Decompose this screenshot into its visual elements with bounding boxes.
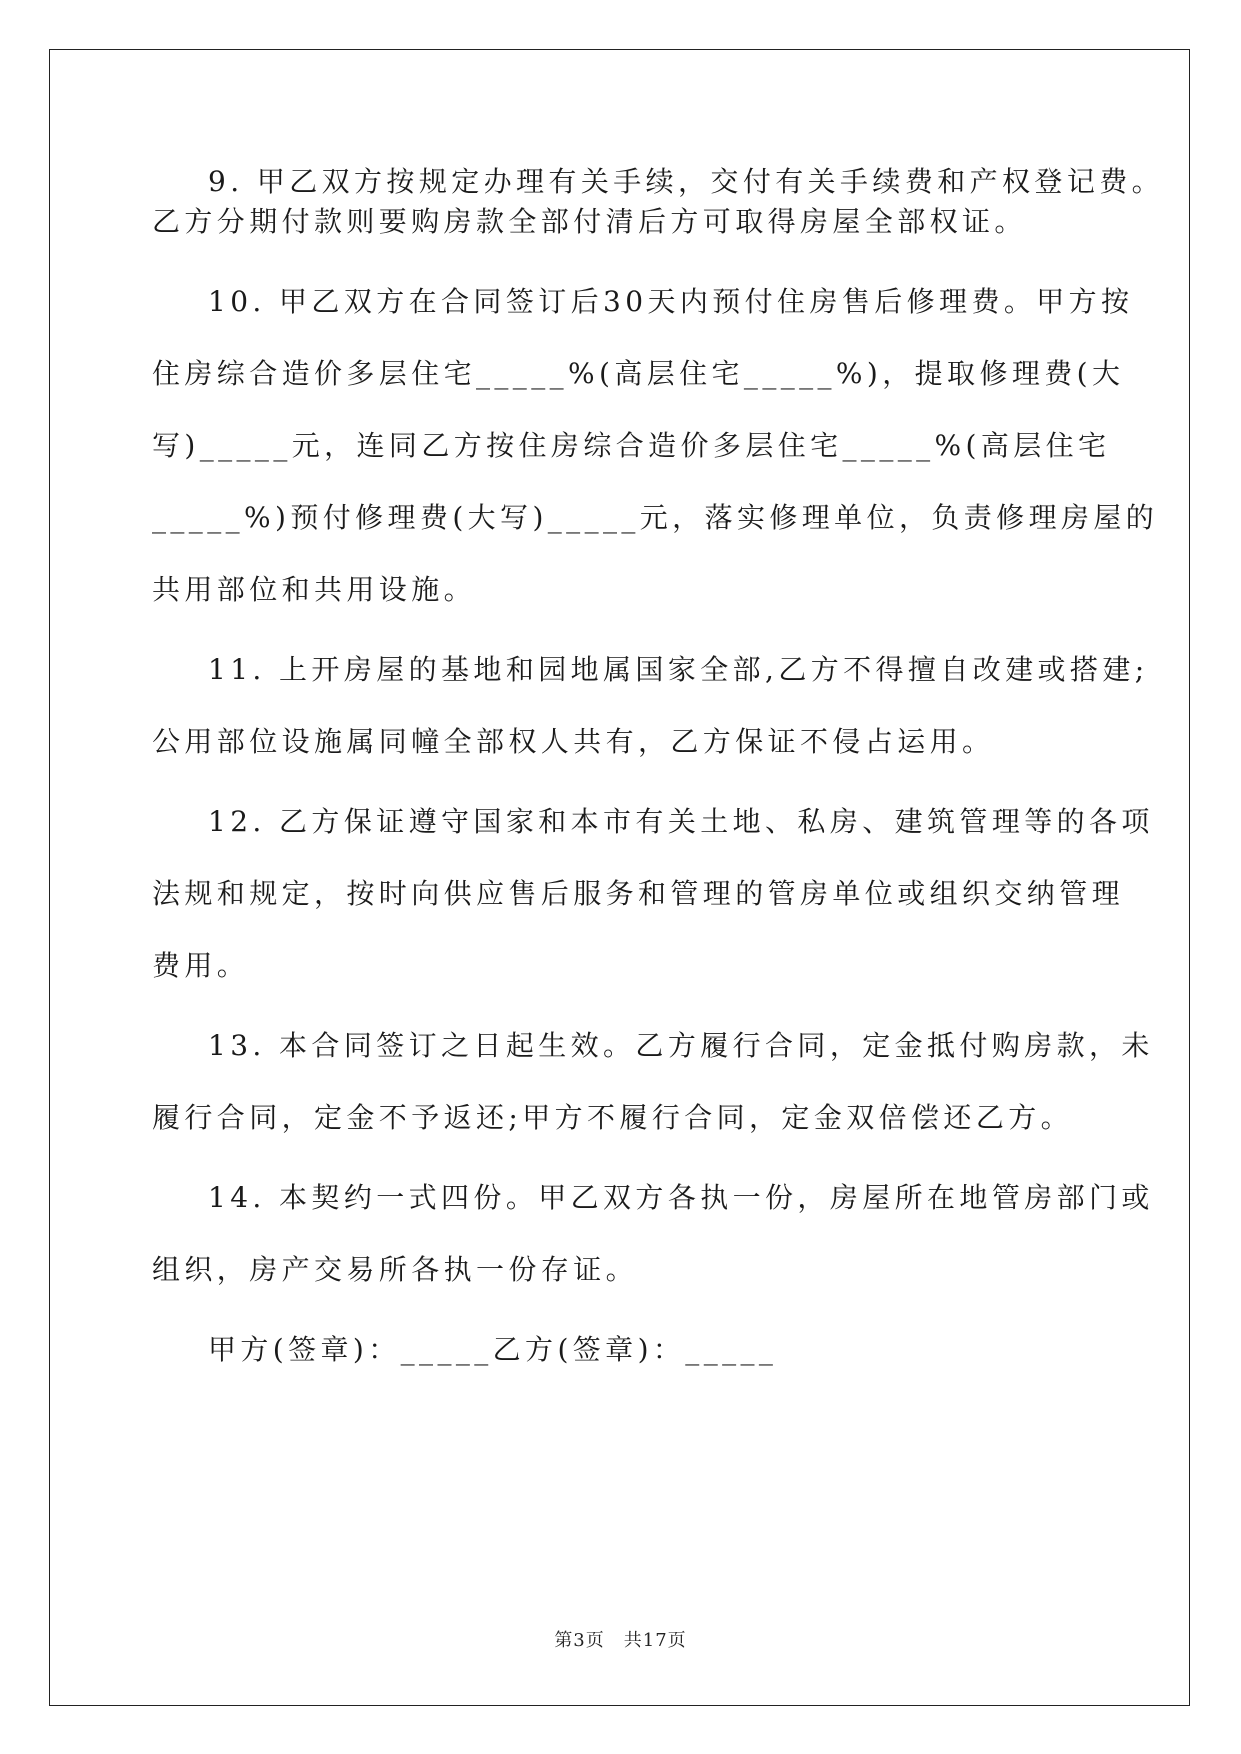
clause-12 bbox=[152, 802, 1154, 986]
text-line: 9. 甲乙双方按规定办理有关手续，交付有关手续费和产权登记费。 bbox=[208, 165, 1165, 198]
text-line: 法规和规定，按时向供应售后服务和管理的管房单位或组织交纳管理 bbox=[152, 877, 1125, 910]
clause-9 bbox=[152, 162, 1165, 242]
text-line: 13. 本合同签订之日起生效。乙方履行合同，定金抵付购房款，未 bbox=[208, 1029, 1154, 1062]
text-line: 组织，房产交易所各执一份存证。 bbox=[152, 1253, 639, 1286]
text-line: 费用。 bbox=[152, 949, 250, 982]
clause-13 bbox=[152, 1026, 1154, 1138]
text-line: 公用部位设施属同幢全部权人共有，乙方保证不侵占运用。 bbox=[152, 725, 995, 758]
document-body bbox=[152, 162, 1165, 1370]
text-line: 14. 本契约一式四份。甲乙双方各执一份，房屋所在地管房部门或 bbox=[208, 1181, 1154, 1214]
page-number: 第3页 共17页 bbox=[554, 1630, 687, 1651]
text-line: 住房综合造价多层住宅_____%(高层住宅_____%)，提取修理费(大 bbox=[152, 357, 1125, 390]
clause-14 bbox=[152, 1178, 1154, 1290]
signature-line: 甲方(签章)：_____乙方(签章)：_____ bbox=[208, 1333, 778, 1366]
text-line: 写)_____元，连同乙方按住房综合造价多层住宅_____%(高层住宅 bbox=[152, 429, 1111, 462]
text-line: _____%)预付修理费(大写)_____元，落实修理单位，负责修理房屋的 bbox=[152, 501, 1159, 534]
signature-block bbox=[152, 1330, 1092, 1370]
text-line: 共用部位和共用设施。 bbox=[152, 573, 477, 606]
text-line: 10. 甲乙双方在合同签订后30天内预付住房售后修理费。甲方按 bbox=[208, 285, 1134, 318]
clause-11 bbox=[152, 650, 1149, 762]
text-line: 12. 乙方保证遵守国家和本市有关土地、私房、建筑管理等的各项 bbox=[208, 805, 1154, 838]
text-line: 乙方分期付款则要购房款全部付清后方可取得房屋全部权证。 bbox=[152, 205, 1027, 238]
text-line: 履行合同，定金不予返还;甲方不履行合同，定金双倍偿还乙方。 bbox=[152, 1101, 1074, 1134]
text-line: 11. 上开房屋的基地和园地属国家全部,乙方不得擅自改建或搭建; bbox=[208, 653, 1149, 686]
clause-10 bbox=[152, 282, 1159, 610]
